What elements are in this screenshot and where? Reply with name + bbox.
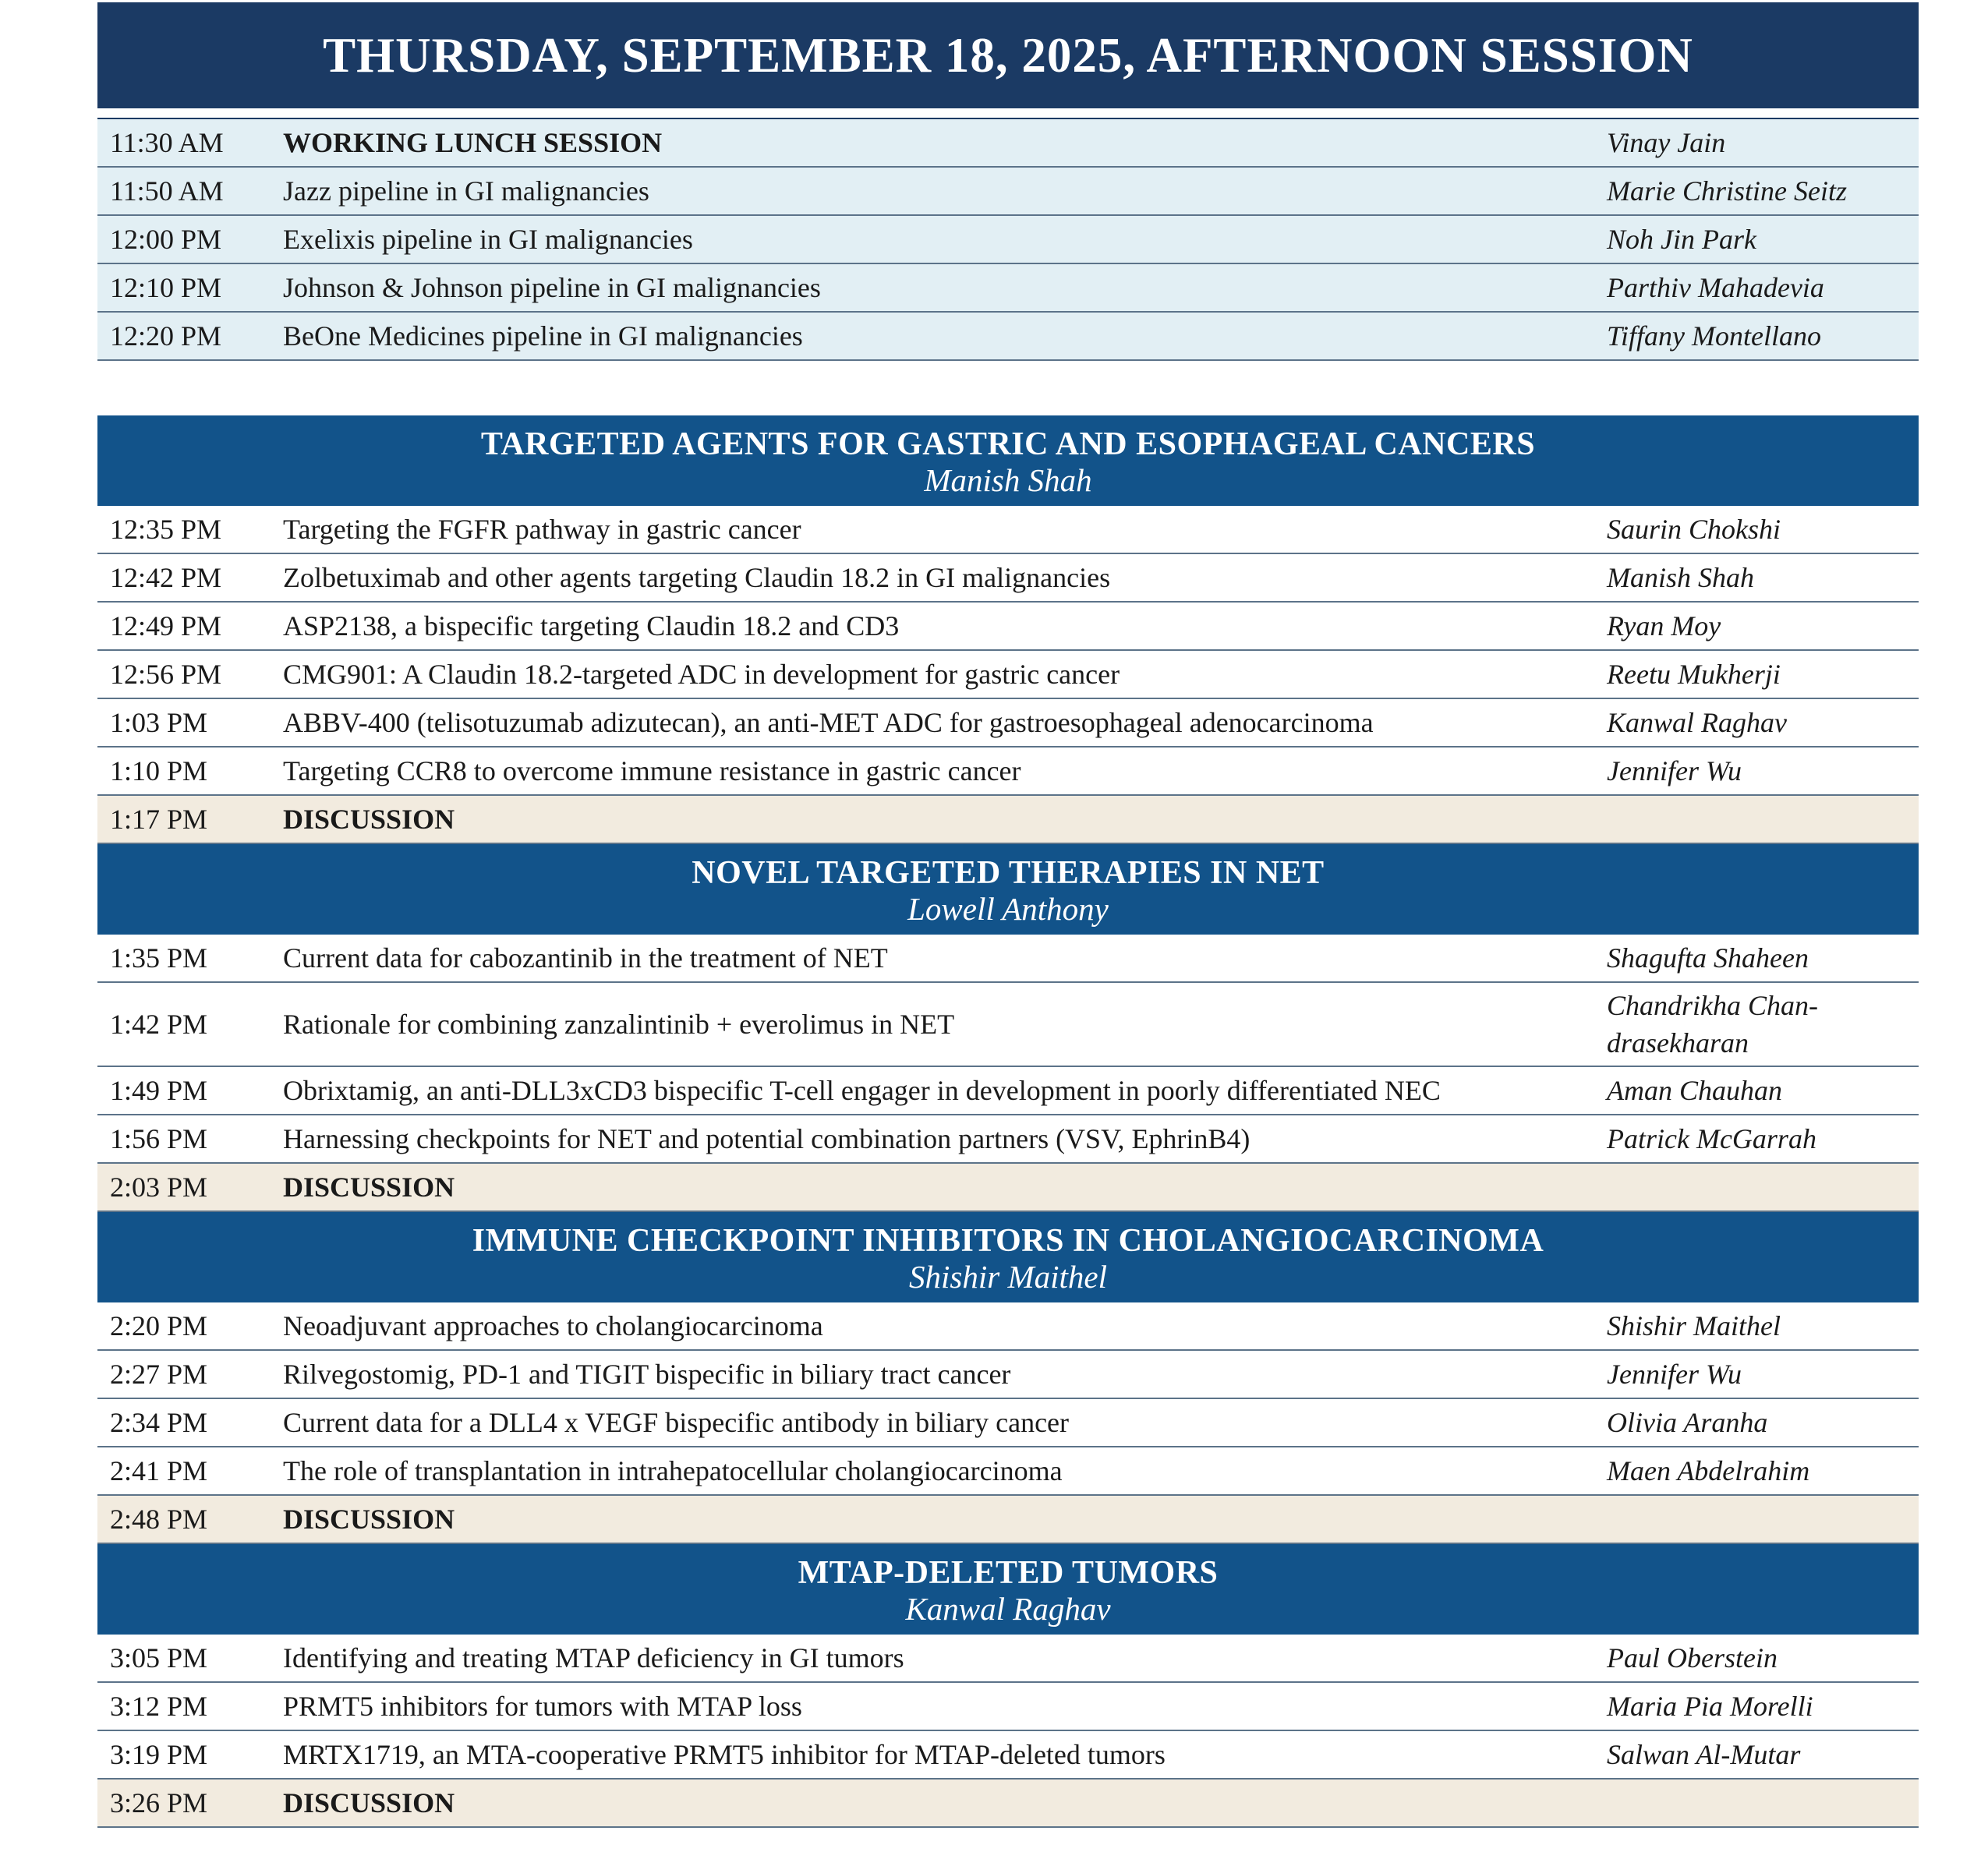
row-time: 3:05 PM bbox=[110, 1642, 208, 1674]
agenda-row bbox=[97, 748, 1919, 796]
row-speaker: Shagufta Shaheen bbox=[1607, 942, 1809, 974]
row-speaker: Patrick McGarrah bbox=[1607, 1123, 1816, 1154]
row-speaker: Aman Chauhan bbox=[1607, 1075, 1782, 1106]
row-topic: DISCUSSION bbox=[283, 1504, 455, 1535]
row-topic: Current data for cabozantinib in the treatment of NET bbox=[283, 942, 888, 974]
row-speaker: Jennifer Wu bbox=[1607, 755, 1742, 786]
agenda-row bbox=[97, 935, 1919, 983]
agenda-page bbox=[97, 2, 1919, 1828]
row-time: 12:42 PM bbox=[110, 562, 222, 593]
section-title: NOVEL TARGETED THERAPIES IN NET bbox=[692, 855, 1325, 891]
row-time: 2:34 PM bbox=[110, 1407, 208, 1438]
row-topic: Identifying and treating MTAP deficiency in GI tumors bbox=[283, 1642, 904, 1674]
agenda-row bbox=[97, 1302, 1919, 1351]
row-topic: Targeting the FGFR pathway in gastric cancer bbox=[283, 514, 801, 545]
row-speaker: Maen Abdelrahim bbox=[1607, 1455, 1810, 1486]
agenda-row bbox=[97, 119, 1919, 168]
row-topic: Johnson & Johnson pipeline in GI malignancies bbox=[283, 272, 821, 303]
section-title: MTAP-DELETED TUMORS bbox=[798, 1555, 1219, 1591]
row-topic: CMG901: A Claudin 18.2-targeted ADC in development for gastric cancer bbox=[283, 659, 1120, 690]
row-speaker: Noh Jin Park bbox=[1607, 224, 1756, 255]
section-title: TARGETED AGENTS FOR GASTRIC AND ESOPHAGEAL CANCERS bbox=[480, 426, 1536, 462]
agenda-row bbox=[97, 168, 1919, 216]
agenda-row bbox=[97, 313, 1919, 361]
row-topic: Obrixtamig, an anti-DLL3xCD3 bispecific T-cell engager in development in poorly differentiated NEC bbox=[283, 1075, 1441, 1106]
row-speaker: Vinay Jain bbox=[1607, 127, 1726, 158]
section-title: IMMUNE CHECKPOINT INHIBITORS IN CHOLANGIOCARCINOMA bbox=[472, 1223, 1544, 1259]
row-time: 12:10 PM bbox=[110, 272, 222, 303]
row-time: 1:56 PM bbox=[110, 1123, 208, 1154]
row-topic: DISCUSSION bbox=[283, 804, 455, 835]
row-time: 3:26 PM bbox=[110, 1787, 208, 1818]
agenda-row bbox=[97, 1351, 1919, 1399]
agenda-row bbox=[97, 554, 1919, 603]
row-topic: Neoadjuvant approaches to cholangiocarcinoma bbox=[283, 1310, 823, 1341]
section-chair: Lowell Anthony bbox=[907, 891, 1109, 927]
row-speaker: Saurin Chokshi bbox=[1607, 514, 1781, 545]
agenda-row bbox=[97, 796, 1919, 844]
row-topic: ASP2138, a bispecific targeting Claudin 18.2 and CD3 bbox=[283, 610, 900, 641]
agenda-row bbox=[97, 1496, 1919, 1544]
agenda-row bbox=[97, 1780, 1919, 1828]
session-title: THURSDAY, SEPTEMBER 18, 2025, AFTERNOON SESSION bbox=[323, 27, 1693, 83]
row-speaker: Salwan Al-Mutar bbox=[1607, 1739, 1801, 1770]
row-time: 1:49 PM bbox=[110, 1075, 208, 1106]
row-speaker: Maria Pia Morelli bbox=[1607, 1691, 1813, 1722]
agenda-row bbox=[97, 1635, 1919, 1683]
row-topic: DISCUSSION bbox=[283, 1172, 455, 1203]
row-time: 3:19 PM bbox=[110, 1739, 208, 1770]
sections-container bbox=[97, 415, 1919, 1828]
row-speaker: Olivia Aranha bbox=[1607, 1407, 1768, 1438]
agenda-row bbox=[97, 983, 1919, 1067]
row-speaker: Paul Oberstein bbox=[1607, 1642, 1778, 1674]
row-time: 2:41 PM bbox=[110, 1455, 208, 1486]
row-time: 11:50 AM bbox=[110, 175, 224, 207]
row-time: 3:12 PM bbox=[110, 1691, 208, 1722]
title-divider bbox=[97, 108, 1919, 119]
row-topic: Current data for a DLL4 x VEGF bispecific antibody in biliary cancer bbox=[283, 1407, 1070, 1438]
agenda-row bbox=[97, 506, 1919, 554]
agenda-row bbox=[97, 651, 1919, 699]
agenda-row bbox=[97, 603, 1919, 651]
agenda-row bbox=[97, 1447, 1919, 1496]
row-time: 12:00 PM bbox=[110, 224, 222, 255]
row-topic: DISCUSSION bbox=[283, 1787, 455, 1818]
row-time: 1:03 PM bbox=[110, 707, 208, 738]
section-header bbox=[97, 415, 1919, 506]
row-topic: Exelixis pipeline in GI malignancies bbox=[283, 224, 693, 255]
section-header bbox=[97, 844, 1919, 935]
lunch-block bbox=[97, 119, 1919, 361]
section-header bbox=[97, 1544, 1919, 1635]
row-topic: Targeting CCR8 to overcome immune resistance in gastric cancer bbox=[283, 755, 1021, 786]
row-time: 12:49 PM bbox=[110, 610, 222, 641]
section-chair: Shishir Maithel bbox=[909, 1259, 1107, 1295]
row-speaker: Manish Shah bbox=[1607, 562, 1754, 593]
row-time: 2:20 PM bbox=[110, 1310, 208, 1341]
row-speaker: Marie Christine Seitz bbox=[1607, 175, 1847, 207]
row-time: 12:20 PM bbox=[110, 320, 222, 352]
row-time: 2:03 PM bbox=[110, 1172, 208, 1203]
row-topic: Zolbetuximab and other agents targeting Claudin 18.2 in GI malignancies bbox=[283, 562, 1111, 593]
row-speaker: Reetu Mukherji bbox=[1607, 659, 1781, 690]
row-time: 2:27 PM bbox=[110, 1359, 208, 1390]
row-time: 1:10 PM bbox=[110, 755, 208, 786]
agenda-row bbox=[97, 1115, 1919, 1164]
agenda-row bbox=[97, 699, 1919, 748]
agenda-row bbox=[97, 216, 1919, 264]
row-topic: ABBV-400 (telisotuzumab adizutecan), an anti-MET ADC for gastroesophageal adenocarcinoma bbox=[283, 707, 1374, 738]
row-time: 1:42 PM bbox=[110, 1009, 208, 1040]
row-topic: The role of transplantation in intrahepatocellular cholangiocarcinoma bbox=[283, 1455, 1063, 1486]
row-speaker: Jennifer Wu bbox=[1607, 1359, 1742, 1390]
row-topic: Harnessing checkpoints for NET and potential combination partners (VSV, EphrinB4) bbox=[283, 1123, 1250, 1154]
agenda-row bbox=[97, 264, 1919, 313]
agenda-row bbox=[97, 1067, 1919, 1115]
section-header bbox=[97, 1212, 1919, 1302]
row-speaker: Chandrikha Chan- drasekharan bbox=[1607, 990, 1819, 1059]
row-topic: Jazz pipeline in GI malignancies bbox=[283, 175, 649, 207]
row-speaker: Parthiv Mahadevia bbox=[1607, 272, 1824, 303]
row-time: 2:48 PM bbox=[110, 1504, 208, 1535]
agenda-row bbox=[97, 1731, 1919, 1780]
section-chair: Manish Shah bbox=[924, 462, 1092, 498]
row-time: 1:35 PM bbox=[110, 942, 208, 974]
row-topic: MRTX1719, an MTA-cooperative PRMT5 inhibitor for MTAP-deleted tumors bbox=[283, 1739, 1166, 1770]
row-topic: BeOne Medicines pipeline in GI malignancies bbox=[283, 320, 803, 352]
section-spacer bbox=[97, 361, 1919, 415]
row-speaker: Shishir Maithel bbox=[1607, 1310, 1781, 1341]
row-speaker: Ryan Moy bbox=[1607, 610, 1721, 641]
row-speaker: Kanwal Raghav bbox=[1607, 707, 1787, 738]
agenda-row bbox=[97, 1683, 1919, 1731]
session-title-bar bbox=[97, 2, 1919, 108]
row-time: 1:17 PM bbox=[110, 804, 208, 835]
row-topic: PRMT5 inhibitors for tumors with MTAP loss bbox=[283, 1691, 802, 1722]
row-speaker: Tiffany Montellano bbox=[1607, 320, 1821, 352]
agenda-row bbox=[97, 1399, 1919, 1447]
section-chair: Kanwal Raghav bbox=[905, 1591, 1111, 1627]
row-time: 12:35 PM bbox=[110, 514, 222, 545]
agenda-row bbox=[97, 1164, 1919, 1212]
row-time: 12:56 PM bbox=[110, 659, 222, 690]
row-topic: Rationale for combining zanzalintinib + everolimus in NET bbox=[283, 1009, 955, 1040]
row-topic: WORKING LUNCH SESSION bbox=[283, 127, 663, 158]
row-topic: Rilvegostomig, PD-1 and TIGIT bispecific in biliary tract cancer bbox=[283, 1359, 1011, 1390]
row-time: 11:30 AM bbox=[110, 127, 224, 158]
